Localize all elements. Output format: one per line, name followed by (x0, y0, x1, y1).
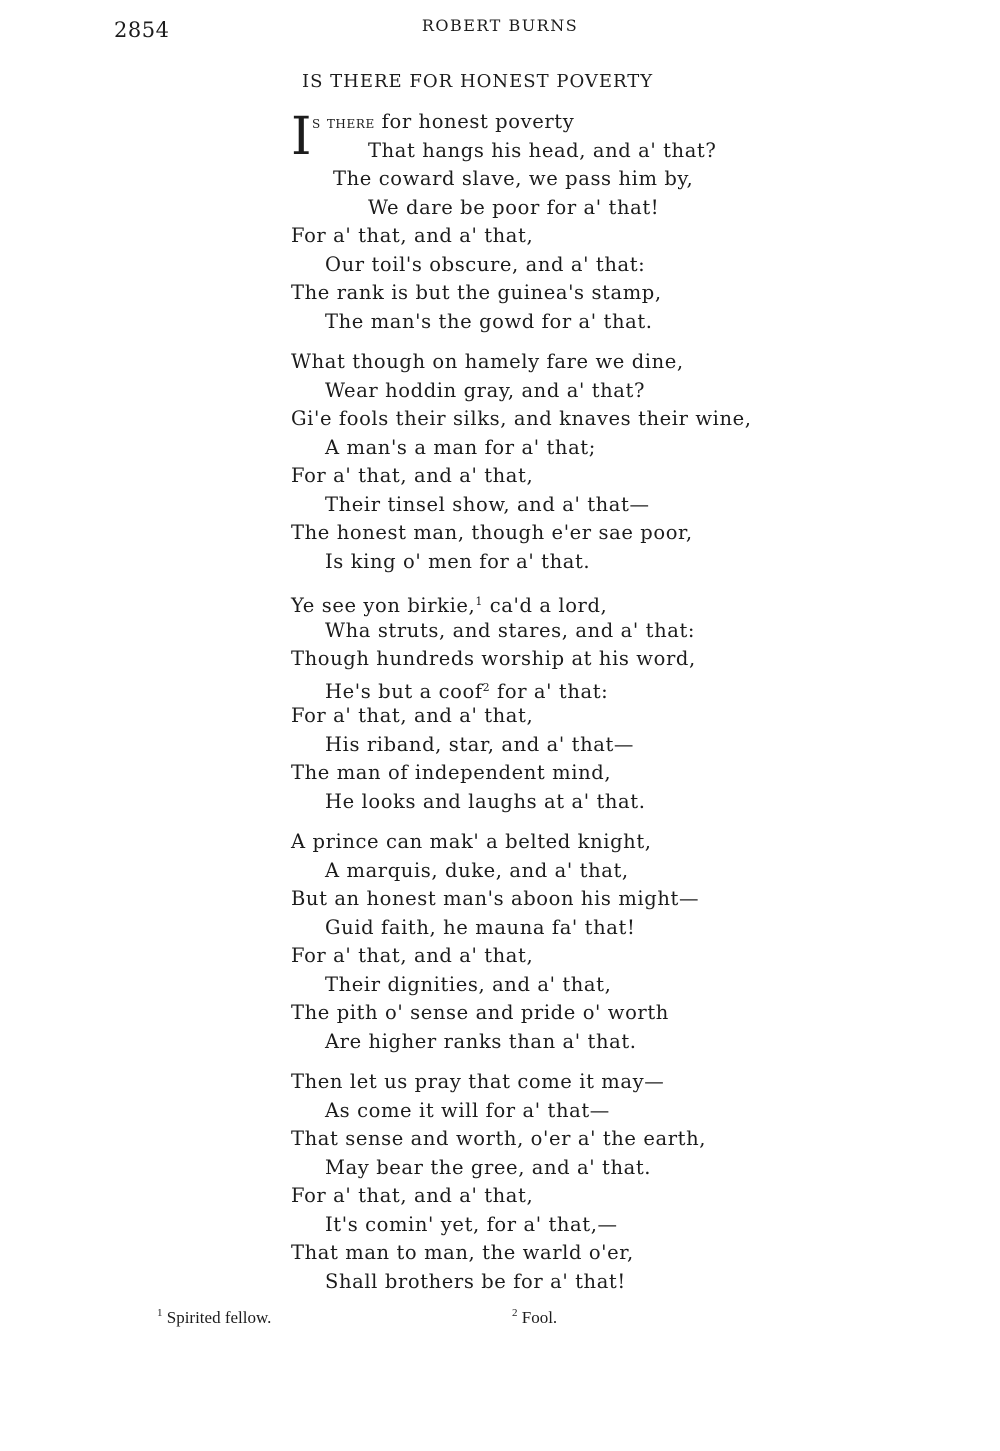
poem-line: Is king o' men for a' that. (325, 549, 591, 573)
small-caps-opening: s there (312, 113, 375, 133)
footnote-text: Spirited fellow. (162, 1308, 272, 1327)
poem-line: Are higher ranks than a' that. (325, 1029, 637, 1053)
poem-body (291, 108, 851, 1308)
poem-line: The man's the gowd for a' that. (325, 309, 653, 333)
footnote-ref-2: 2 (482, 680, 491, 694)
poem-line: The honest man, though e'er sae poor, (291, 521, 693, 544)
poem-line: As come it will for a' that— (325, 1098, 610, 1122)
stanza-1 (291, 108, 851, 336)
poem-line: That sense and worth, o'er a' the earth, (291, 1127, 707, 1150)
line-text: Ye see yon birkie, (291, 594, 476, 617)
stanza-2 (291, 348, 851, 576)
poem-line: For a' that, and a' that, (291, 704, 534, 727)
poem-line: A marquis, duke, and a' that, (325, 858, 629, 882)
poem-line: A prince can mak' a belted knight, (291, 830, 652, 853)
line-text: He's but a coof (325, 679, 483, 703)
poem-line: That hangs his head, and a' that? (368, 138, 717, 162)
footnote-2 (512, 1307, 557, 1328)
poem-line: Shall brothers be for a' that! (325, 1269, 626, 1293)
line-text: for a' that: (490, 679, 609, 703)
poem-line: That man to man, the warld o'er, (291, 1241, 634, 1264)
poem-line: Our toil's obscure, and a' that: (325, 252, 646, 276)
poem-line: A man's a man for a' that; (325, 435, 596, 459)
footnote-ref-1: 1 (475, 595, 483, 608)
poem-line: What though on hamely fare we dine, (291, 350, 684, 373)
footnote-mark: 2 (512, 1307, 518, 1319)
poem-line: The coward slave, we pass him by, (333, 167, 694, 190)
poem-line: The rank is but the guinea's stamp, (291, 281, 662, 304)
poem-line: Wear hoddin gray, and a' that? (325, 378, 646, 402)
poem-title: IS THERE FOR HONEST POVERTY (302, 71, 654, 92)
first-line-text: for honest poverty (374, 110, 575, 133)
poem-line: But an honest man's aboon his might— (291, 887, 700, 910)
poem-line: His riband, star, and a' that— (325, 732, 635, 756)
poem-line: For a' that, and a' that, (291, 464, 534, 487)
page-number: 2854 (114, 18, 170, 42)
poem-line: Guid faith, he mauna fa' that! (325, 915, 636, 939)
poem-line: For a' that, and a' that, (291, 1184, 534, 1207)
poem-line (291, 674, 851, 703)
running-head: ROBERT BURNS (421, 16, 579, 35)
poem-line: The pith o' sense and pride o' worth (291, 1001, 669, 1024)
drop-cap: I (291, 107, 313, 167)
footnote-mark: 1 (157, 1307, 163, 1319)
line-text: ca'd a lord, (482, 594, 608, 617)
footnote-1 (157, 1307, 271, 1328)
poem-line: Wha struts, and stares, and a' that: (325, 618, 696, 642)
poem-line: Gi'e fools their silks, and knaves their wine, (291, 407, 752, 430)
poem-line: Their tinsel show, and a' that— (325, 492, 650, 516)
poem-line: Their dignities, and a' that, (325, 972, 612, 996)
stanza-3 (291, 588, 851, 816)
poem-line: For a' that, and a' that, (291, 944, 534, 967)
stanza-4 (291, 828, 851, 1056)
poem-line: We dare be poor for a' that! (368, 195, 660, 219)
poem-line: The man of independent mind, (291, 761, 612, 784)
poem-line: Then let us pray that come it may— (291, 1070, 665, 1093)
poem-line (291, 588, 851, 617)
stanza-5 (291, 1068, 851, 1296)
footnote-text: Fool. (517, 1308, 558, 1327)
poem-line: It's comin' yet, for a' that,— (325, 1212, 618, 1236)
poem-line: Though hundreds worship at his word, (291, 647, 696, 670)
poem-line: May bear the gree, and a' that. (325, 1155, 652, 1179)
poem-line: For a' that, and a' that, (291, 224, 534, 247)
poem-line: He looks and laughs at a' that. (325, 789, 646, 813)
